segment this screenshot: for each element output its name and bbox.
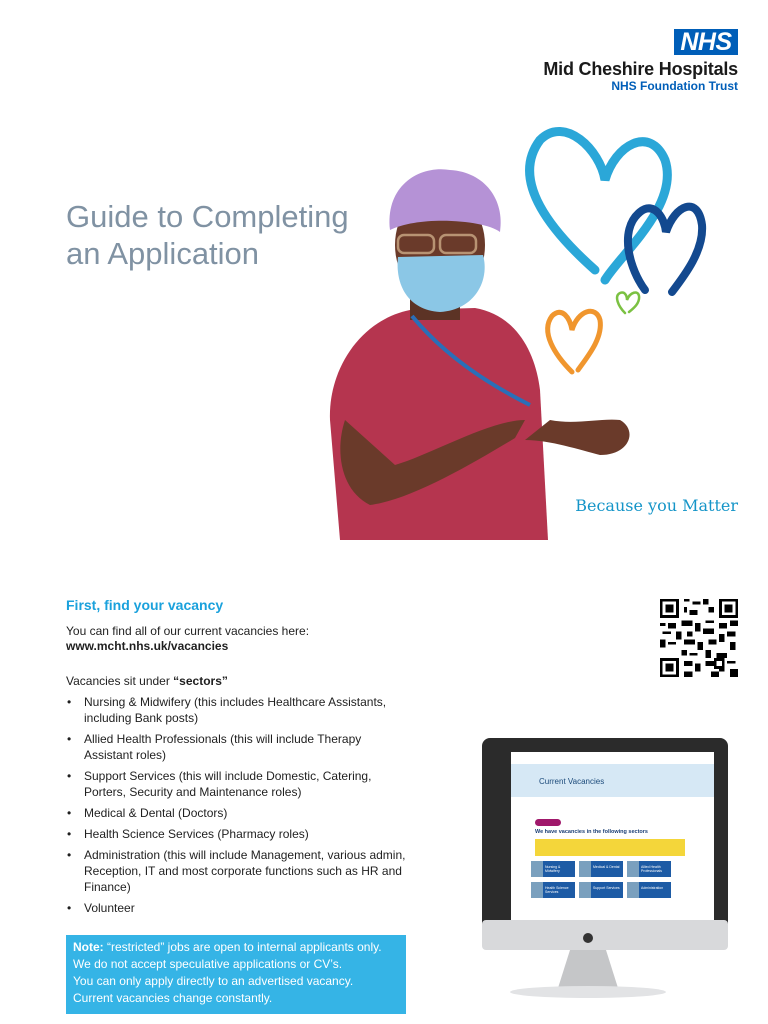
apple-logo-icon [583, 933, 593, 943]
heart-green-icon [617, 293, 639, 313]
screen-tile: Administration [627, 882, 671, 898]
list-item: • Allied Health Professionals (this will include Therapy Assistant roles) [66, 731, 406, 763]
screen-tile: Medical & Dental [579, 861, 623, 877]
page-title: Guide to Completing an Application [66, 199, 349, 271]
note-lead: Note: [73, 940, 104, 954]
section-heading: First, find your vacancy [66, 597, 224, 613]
list-item: • Medical & Dental (Doctors) [66, 805, 406, 821]
note-line-3: You can only apply directly to an advertised vacancy. [73, 974, 354, 988]
sectors-line [66, 674, 228, 688]
heart-navy-icon [628, 207, 702, 292]
list-item: • Volunteer [66, 900, 406, 916]
heart-orange-icon [548, 311, 601, 372]
sectors-prefix: Vacancies sit under [66, 674, 174, 688]
screen-tile: Support Services [579, 882, 623, 898]
note-line-4: Current vacancies change constantly. [73, 991, 273, 1005]
screen-banner-title: Current Vacancies [539, 777, 605, 786]
nhs-logo [674, 29, 738, 55]
screen-notice [535, 839, 685, 856]
sectors-bold: “sectors” [173, 674, 228, 688]
list-item: • Nursing & Midwifery (this includes Healthcare Assistants, including Bank posts) [66, 694, 406, 726]
sector-list [66, 694, 406, 921]
screen-tile: Nursing & Midwifery [531, 861, 575, 877]
list-item: • Health Science Services (Pharmacy roles) [66, 826, 406, 842]
note-line-1-text: “restricted” jobs are open to internal applicants only. [103, 940, 382, 954]
list-item: • Support Services (this will include Domestic, Catering, Porters, Security and Maintenance roles) [66, 768, 406, 800]
nhs-logo-text: NHS [680, 28, 732, 56]
org-name: Mid Cheshire Hospitals [543, 59, 738, 79]
hero-image [300, 120, 768, 540]
screen-tile: Health Science Services [531, 882, 575, 898]
tagline: Because you Matter [575, 496, 738, 515]
list-item: • Administration (this will include Management, various admin, Reception, IT and most corporate functions such as HR and Finance) [66, 847, 406, 895]
qr-code-icon[interactable] [660, 599, 738, 677]
screen-subheading: We have vacancies in the following sectors [535, 829, 648, 835]
note-line-2: We do not accept speculative applications or CV’s. [73, 957, 343, 971]
vacancies-url-link[interactable]: www.mcht.nhs.uk/vacancies [66, 639, 229, 653]
intro-text: You can find all of our current vacancies here: [66, 624, 310, 638]
screen-tag [535, 819, 561, 826]
note-line-1 [73, 939, 399, 956]
org-subtitle: NHS Foundation Trust [611, 79, 738, 93]
website-screen [511, 752, 714, 920]
note-box [66, 935, 406, 1014]
screen-tile: Allied Health Professionals [627, 861, 671, 877]
